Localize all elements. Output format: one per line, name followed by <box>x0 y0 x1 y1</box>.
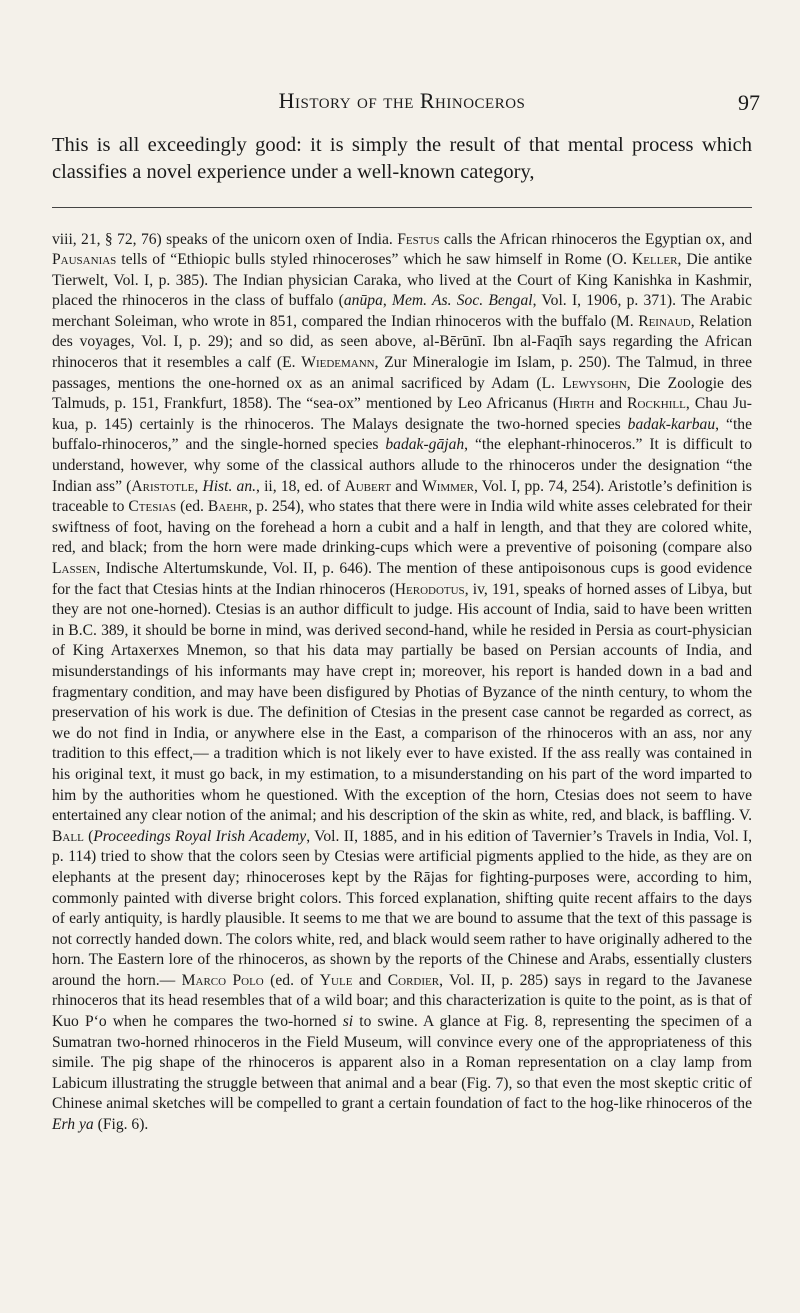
body-paragraph: This is all exceedingly good: it is simply the result of that mental process which classifies a novel experience under a well-known category, <box>52 134 752 183</box>
running-title: History of the Rhinoceros <box>278 88 526 113</box>
page-number: 97 <box>738 90 760 115</box>
book-page <box>52 88 760 1151</box>
running-header <box>52 88 760 118</box>
footnote-divider <box>52 207 752 208</box>
footnote-text: viii, 21, § 72, 76) speaks of the unicorn oxen of India. Festus calls the African rhinoceros the Egyptian ox, and Pausanias tells of “Ethiopic bulls styled rhinoceroses” which he saw himself in Rome (O. Keller, Die antike Tierwelt, Vol. I, p. 385). The Indian physician Caraka, who lived at the Court of King Kanishka in Kashmir, placed the rhinoceros in the class of buffalo (anūpa, Mem. As. Soc. Bengal, Vol. I, 1906, p. 371). The Arabic merchant Soleiman, who wrote in 851, compared the Indian rhinoceros with the buffalo (M. Reinaud, Relation des voyages, Vol. I, p. 29); and so did, as seen above, al-Bērūnī. Ibn al-Faqīh says regarding the African rhinoceros that it resembles a calf (E. Wiedemann, Zur Mineralogie im Islam, p. 250). The Talmud, in three passages, mentions the one-horned ox as an animal sacrificed by Adam (L. Lewysohn, Die Zoologie des Talmuds, p. 151, Frankfurt, 1858). The “sea-ox” mentioned by Leo Africanus (Hirth and Rockhill, Chau Ju-kua, p. 145) certainly is the rhinoceros. The Malays designate the two-horned species badak-karbau, “the buffalo-rhinoceros,” and the single-horned species badak-gājah, “the elephant-rhinoceros.” It is difficult to understand, however, why some of the classical authors allude to the rhinoceros under the designation “the Indian ass” (Aristotle, Hist. an., ii, 18, ed. of Aubert and Wimmer, Vol. I, pp. 74, 254). Aristotle’s definition is traceable to Ctesias (ed. Baehr, p. 254), who states that there were in India wild white asses celebrated for their swiftness of foot, having on the forehead a horn a cubit and a half in length, and that they are colored white, red, and black; from the horn were made drinking-cups which were a preventive of poisoning (compare also Lassen, Indische Altertumskunde, Vol. II, p. 646). The mention of these antipoisonous cups is good evidence for the fact that Ctesias hints at the Indian rhinoceros (Herodotus, iv, 191, speaks of horned asses of Libya, but they are not one-horned). Ctesias is an author difficult to judge. His account of India, said to have been written in B.C. 389, it should be borne in mind, was derived second-hand, while he resided in Persia as court-physician of King Artaxerxes Mnemon, so that his data may partially be based on Persian accounts of India, and misunderstandings of his informants may have crept in; moreover, his report is handed down in a bad and fragmentary condition, and may have been disfigured by Photias of Byzance of the ninth century, to whom the preservation of his work is due. The definition of Ctesias in the present case cannot be regarded as correct, as we do not find in India, or anywhere else in the East, a comparison of the rhinoceros with an ass, nor any tradition to this effect,— a tradition which is not likely ever to have existed. If the ass really was contained in his original text, it must go back, in my estimation, to a misunderstanding on his part of the word imparted to him by the authorities whom he questioned. With the exception of the horn, Ctesias does not seem to have entertained any clear notion of the animal; and his description of the skin as white, red, and black, is baffling. V. Ball (Proceedings Royal Irish Academy, Vol. II, 1885, and in his edition of Tavernier’s Travels in India, Vol. I, p. 114) tried to show that the colors seen by Ctesias were artificial pigments applied to the hide, as they are on elephants at the present day; rhinoceroses kept by the Rājas for fighting-purposes were, according to him, commonly painted with diverse bright colors. This forced explanation, shifting quite recent affairs to the days of early antiquity, is hardly plausible. It seems to me that we are bound to assume that the text of this passage is not correctly handed down. The colors white, red, and black would seem rather to have originally adhered to the horn. The Eastern lore of the rhinoceros, as shown by the reports of the Chinese and Arabs, essentially clusters around the horn.— Marco Polo (ed. of Yule and Cordier, Vol. II, p. 285) says in regard to the Javanese rhinoceros that its head resembles that of a wild boar; and this characterization is quite to the point, as is that of Kuo P‘o when he compares the two-horned si to swine. A glance at Fig. 8, representing the specimen of a Sumatran two-horned rhinoceros in the Field Museum, will convince every one of the appropriateness of this simile. The pig shape of the rhinoceros is apparent also in a Roman representation on a clay lamp from Labicum illustrating the struggle between that animal and a bear (Fig. 7), so that even the most skeptic critic of Chinese animal sketches will be compelled to grant a certain foundation of fact to the hog-like rhinoceros of the Erh ya (Fig. 6). <box>52 230 753 1134</box>
